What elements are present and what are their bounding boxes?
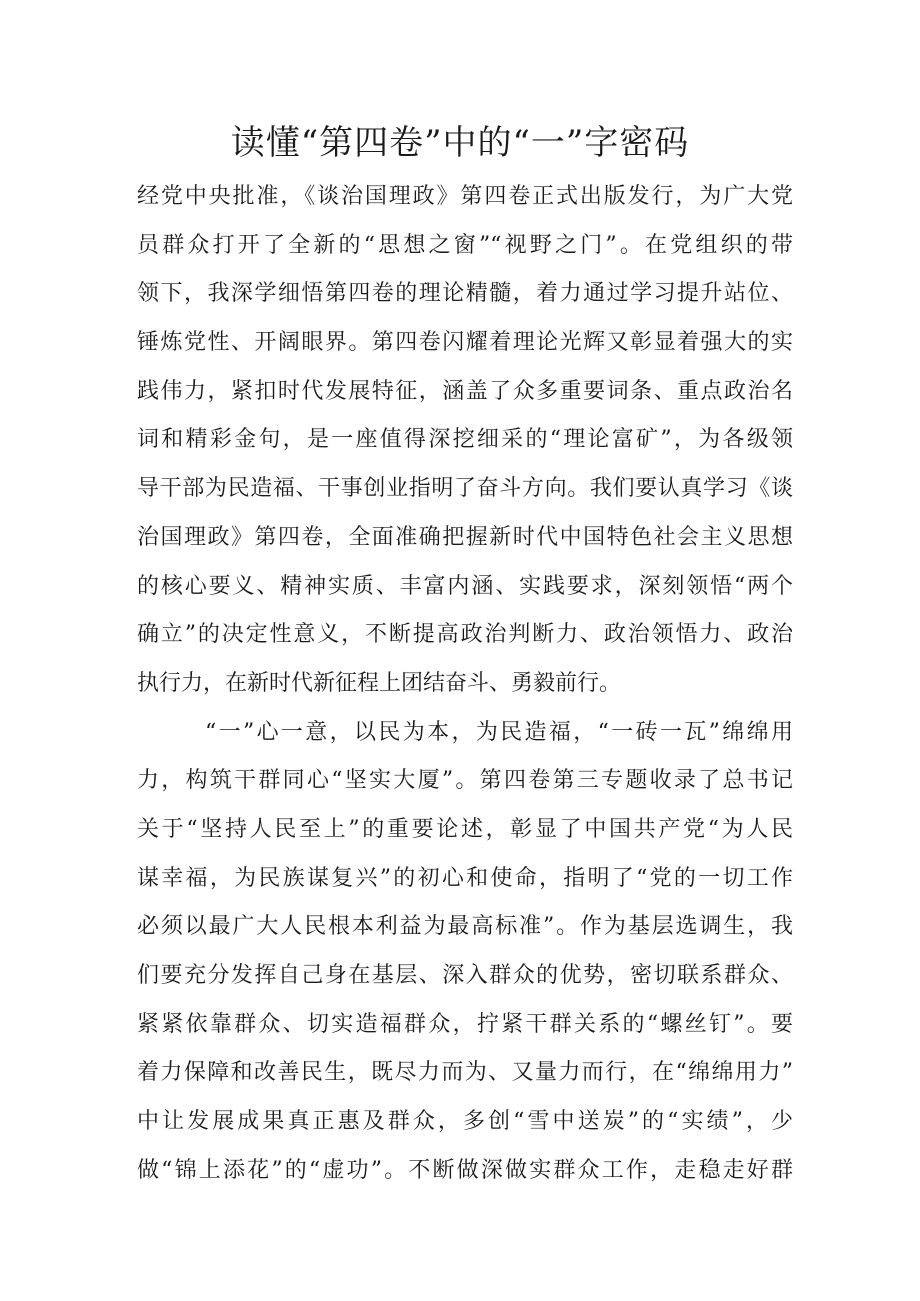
text-line: 谋幸福，为民族谋复兴”的初心和使命，指明了“党的一切工作 bbox=[137, 865, 793, 891]
text-line: 导干部为民造福、干事创业指明了奋斗方向。我们要认真学习《谈 bbox=[137, 476, 793, 502]
text-line: 中让发展成果真正惠及群众，多创“雪中送炭”的“实绩”，少 bbox=[137, 1109, 793, 1135]
text-line: 必须以最广大人民根本利益为最高标准”。作为基层选调生，我 bbox=[137, 914, 793, 940]
text-line: 们要充分发挥自己身在基层、深入群众的优势，密切联系群众、 bbox=[137, 963, 793, 988]
paragraph-1 bbox=[137, 173, 793, 709]
text-line: 践伟力，紧扣时代发展特征，涵盖了众多重要词条、重点政治名 bbox=[137, 378, 793, 404]
document-title: 读懂“第四卷”中的“一”字密码 bbox=[230, 123, 690, 163]
text-line: 做“锦上添花”的“虚功”。不断做深做实群众工作，走稳走好群 bbox=[137, 1157, 793, 1183]
text-line: 领下，我深学细悟第四卷的理论精髓，着力通过学习提升站位、 bbox=[137, 281, 793, 307]
paragraph-2 bbox=[137, 709, 793, 1196]
document-body bbox=[137, 173, 793, 1195]
text-line: 紧紧依靠群众、切实造福群众，拧紧干群关系的“螺丝钉”。要 bbox=[137, 1011, 793, 1037]
text-line: 治国理政》第四卷，全面准确把握新时代中国特色社会主义思想 bbox=[137, 524, 793, 550]
text-line: 关于“坚持人民至上”的重要论述，彰显了中国共产党“为人民 bbox=[137, 816, 793, 842]
text-line: 锤炼党性、开阔眼界。第四卷闪耀着理论光辉又彰显着强大的实 bbox=[137, 330, 793, 356]
text-line: 员群众打开了全新的“思想之窗”“视野之门”。在党组织的带 bbox=[137, 232, 793, 258]
text-line: 经党中央批准，《谈治国理政》第四卷正式出版发行，为广大党 bbox=[137, 184, 793, 209]
text-line: 执行力，在新时代新征程上团结奋斗、勇毅前行。 bbox=[137, 670, 622, 696]
text-line: 力，构筑干群同心“坚实大厦”。第四卷第三专题收录了总书记 bbox=[137, 768, 793, 794]
text-line: “一”心一意，以民为本，为民造福，“一砖一瓦”绵绵用 bbox=[205, 719, 793, 745]
text-line: 词和精彩金句，是一座值得深挖细采的“理论富矿”，为各级领 bbox=[137, 427, 793, 453]
text-line: 着力保障和改善民生，既尽力而为、又量力而行，在“绵绵用力” bbox=[137, 1060, 793, 1086]
text-line: 的核心要义、精神实质、丰富内涵、实践要求，深刻领悟“两个 bbox=[137, 573, 793, 599]
text-line: 确立”的决定性意义，不断提高政治判断力、政治领悟力、政治 bbox=[137, 622, 793, 648]
